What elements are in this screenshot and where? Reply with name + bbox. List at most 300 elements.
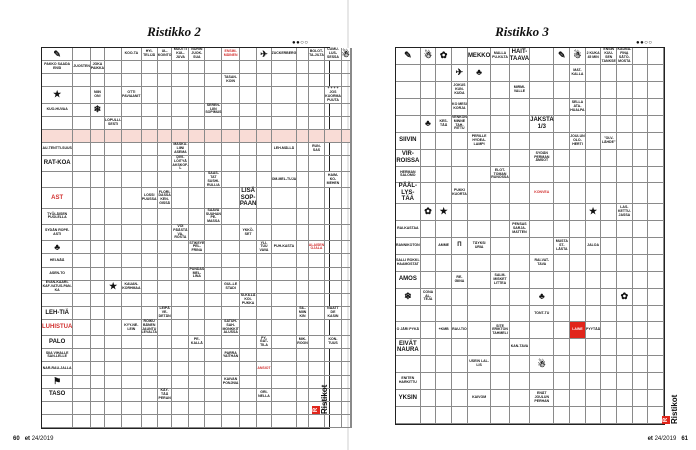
answer-cell[interactable] <box>325 117 342 130</box>
answer-cell[interactable] <box>257 87 271 103</box>
answer-cell[interactable] <box>421 272 437 289</box>
answer-cell[interactable] <box>530 373 554 390</box>
answer-cell[interactable] <box>105 61 122 74</box>
answer-cell[interactable] <box>91 336 105 349</box>
answer-cell[interactable] <box>633 407 649 424</box>
answer-cell[interactable] <box>122 349 141 362</box>
answer-cell[interactable] <box>510 204 530 221</box>
answer-cell[interactable] <box>436 221 452 238</box>
answer-cell[interactable] <box>91 117 105 130</box>
answer-cell[interactable] <box>205 336 222 349</box>
answer-cell[interactable] <box>452 373 468 390</box>
answer-cell[interactable] <box>601 116 617 133</box>
answer-cell[interactable] <box>158 156 173 172</box>
answer-cell[interactable] <box>309 74 325 87</box>
answer-cell[interactable] <box>122 172 141 188</box>
answer-cell[interactable] <box>73 254 91 267</box>
answer-cell[interactable] <box>240 48 258 61</box>
answer-cell[interactable] <box>396 99 421 116</box>
answer-cell[interactable] <box>73 362 91 375</box>
answer-cell[interactable] <box>222 61 239 74</box>
answer-cell[interactable] <box>452 221 468 238</box>
answer-cell[interactable] <box>468 272 491 289</box>
answer-cell[interactable] <box>205 156 222 172</box>
answer-cell[interactable] <box>158 254 173 267</box>
answer-cell[interactable] <box>297 281 309 294</box>
answer-cell[interactable] <box>189 402 205 415</box>
answer-cell[interactable] <box>617 238 633 255</box>
answer-cell[interactable] <box>73 376 91 389</box>
answer-cell[interactable] <box>73 104 91 117</box>
answer-cell[interactable] <box>158 87 173 103</box>
answer-cell[interactable] <box>105 172 122 188</box>
answer-cell[interactable] <box>122 389 141 402</box>
answer-cell[interactable] <box>172 362 189 375</box>
answer-cell[interactable] <box>586 272 602 289</box>
answer-cell[interactable] <box>91 209 105 225</box>
answer-cell[interactable] <box>617 322 633 339</box>
answer-cell[interactable] <box>189 349 205 362</box>
answer-cell[interactable] <box>601 407 617 424</box>
answer-cell[interactable] <box>570 373 586 390</box>
answer-cell[interactable] <box>42 415 73 428</box>
answer-cell[interactable] <box>530 339 554 356</box>
answer-cell[interactable] <box>554 289 570 306</box>
answer-cell[interactable] <box>205 349 222 362</box>
answer-cell[interactable] <box>205 143 222 156</box>
answer-cell[interactable] <box>633 373 649 390</box>
answer-cell[interactable] <box>42 402 73 415</box>
answer-cell[interactable] <box>570 238 586 255</box>
answer-cell[interactable] <box>468 322 491 339</box>
answer-cell[interactable] <box>601 204 617 221</box>
answer-cell[interactable] <box>586 390 602 407</box>
answer-cell[interactable] <box>122 254 141 267</box>
answer-cell[interactable] <box>491 65 510 82</box>
answer-cell[interactable] <box>91 188 105 209</box>
answer-cell[interactable] <box>530 48 554 65</box>
answer-cell[interactable] <box>172 281 189 294</box>
answer-cell[interactable] <box>172 294 189 307</box>
answer-cell[interactable] <box>222 268 239 281</box>
answer-cell[interactable] <box>491 255 510 272</box>
answer-cell[interactable] <box>586 407 602 424</box>
answer-cell[interactable] <box>142 415 158 428</box>
answer-cell[interactable] <box>648 204 664 221</box>
answer-cell[interactable] <box>421 373 437 390</box>
answer-cell[interactable] <box>105 349 122 362</box>
answer-cell[interactable] <box>648 221 664 238</box>
answer-cell[interactable] <box>530 221 554 238</box>
answer-cell[interactable] <box>122 294 141 307</box>
answer-cell[interactable] <box>91 74 105 87</box>
answer-cell[interactable] <box>205 254 222 267</box>
answer-cell[interactable] <box>436 306 452 323</box>
answer-cell[interactable] <box>272 320 298 336</box>
answer-cell[interactable] <box>297 48 309 61</box>
answer-cell[interactable] <box>436 167 452 184</box>
answer-cell[interactable] <box>648 116 664 133</box>
answer-cell[interactable] <box>73 87 91 103</box>
answer-cell[interactable] <box>436 272 452 289</box>
answer-cell[interactable] <box>222 336 239 349</box>
answer-cell[interactable] <box>142 117 158 130</box>
answer-cell[interactable] <box>586 356 602 373</box>
answer-cell[interactable] <box>396 407 421 424</box>
answer-cell[interactable] <box>142 209 158 225</box>
answer-cell[interactable] <box>436 82 452 99</box>
answer-cell[interactable] <box>554 339 570 356</box>
answer-cell[interactable] <box>240 172 258 188</box>
answer-cell[interactable] <box>189 362 205 375</box>
answer-cell[interactable] <box>297 209 309 225</box>
answer-cell[interactable] <box>222 241 239 254</box>
answer-cell[interactable] <box>105 415 122 428</box>
answer-cell[interactable] <box>452 289 468 306</box>
answer-cell[interactable] <box>257 320 271 336</box>
answer-cell[interactable] <box>325 104 342 117</box>
answer-cell[interactable] <box>73 241 91 254</box>
answer-cell[interactable] <box>617 116 633 133</box>
answer-cell[interactable] <box>105 156 122 172</box>
answer-cell[interactable] <box>272 402 298 415</box>
answer-cell[interactable] <box>554 150 570 167</box>
answer-cell[interactable] <box>309 349 325 362</box>
answer-cell[interactable] <box>491 82 510 99</box>
answer-cell[interactable] <box>257 156 271 172</box>
answer-cell[interactable] <box>240 143 258 156</box>
answer-cell[interactable] <box>633 390 649 407</box>
answer-cell[interactable] <box>240 281 258 294</box>
answer-cell[interactable] <box>172 241 189 254</box>
answer-cell[interactable] <box>421 390 437 407</box>
answer-cell[interactable] <box>436 183 452 204</box>
answer-cell[interactable] <box>601 373 617 390</box>
answer-cell[interactable] <box>617 167 633 184</box>
answer-cell[interactable] <box>601 82 617 99</box>
answer-cell[interactable] <box>297 254 309 267</box>
answer-cell[interactable] <box>122 241 141 254</box>
answer-cell[interactable] <box>586 221 602 238</box>
answer-cell[interactable] <box>240 362 258 375</box>
answer-cell[interactable] <box>240 117 258 130</box>
answer-cell[interactable] <box>325 362 342 375</box>
answer-cell[interactable] <box>189 376 205 389</box>
answer-cell[interactable] <box>633 183 649 204</box>
answer-cell[interactable] <box>633 289 649 306</box>
answer-cell[interactable] <box>510 272 530 289</box>
answer-cell[interactable] <box>570 289 586 306</box>
answer-cell[interactable] <box>91 402 105 415</box>
answer-cell[interactable] <box>633 272 649 289</box>
answer-cell[interactable] <box>601 289 617 306</box>
answer-cell[interactable] <box>240 268 258 281</box>
answer-cell[interactable] <box>240 349 258 362</box>
answer-cell[interactable] <box>272 376 298 389</box>
answer-cell[interactable] <box>142 294 158 307</box>
answer-cell[interactable] <box>530 65 554 82</box>
answer-cell[interactable] <box>257 254 271 267</box>
answer-cell[interactable] <box>648 48 664 65</box>
answer-cell[interactable] <box>122 143 141 156</box>
answer-cell[interactable] <box>122 225 141 241</box>
answer-cell[interactable] <box>73 143 91 156</box>
answer-cell[interactable] <box>189 188 205 209</box>
answer-cell[interactable] <box>297 61 309 74</box>
answer-cell[interactable] <box>491 306 510 323</box>
answer-cell[interactable] <box>240 61 258 74</box>
answer-cell[interactable] <box>633 255 649 272</box>
answer-cell[interactable] <box>554 133 570 150</box>
answer-cell[interactable] <box>617 82 633 99</box>
answer-cell[interactable] <box>510 255 530 272</box>
answer-cell[interactable] <box>222 188 239 209</box>
answer-cell[interactable] <box>142 172 158 188</box>
answer-cell[interactable] <box>272 307 298 320</box>
answer-cell[interactable] <box>257 402 271 415</box>
answer-cell[interactable] <box>122 188 141 209</box>
answer-cell[interactable] <box>91 415 105 428</box>
answer-cell[interactable] <box>189 254 205 267</box>
answer-cell[interactable] <box>554 221 570 238</box>
answer-cell[interactable] <box>491 289 510 306</box>
answer-cell[interactable] <box>240 307 258 320</box>
answer-cell[interactable] <box>617 407 633 424</box>
answer-cell[interactable] <box>617 306 633 323</box>
answer-cell[interactable] <box>468 183 491 204</box>
answer-cell[interactable] <box>158 281 173 294</box>
answer-cell[interactable] <box>468 306 491 323</box>
answer-cell[interactable] <box>570 306 586 323</box>
answer-cell[interactable] <box>240 241 258 254</box>
answer-cell[interactable] <box>240 320 258 336</box>
answer-cell[interactable] <box>142 87 158 103</box>
answer-cell[interactable] <box>189 172 205 188</box>
answer-cell[interactable] <box>601 183 617 204</box>
answer-cell[interactable] <box>309 336 325 349</box>
answer-cell[interactable] <box>240 104 258 117</box>
answer-cell[interactable] <box>222 209 239 225</box>
answer-cell[interactable] <box>205 74 222 87</box>
answer-cell[interactable] <box>452 167 468 184</box>
answer-cell[interactable] <box>633 133 649 150</box>
answer-cell[interactable] <box>309 254 325 267</box>
answer-cell[interactable] <box>436 373 452 390</box>
answer-cell[interactable] <box>510 322 530 339</box>
answer-cell[interactable] <box>554 306 570 323</box>
answer-cell[interactable] <box>491 204 510 221</box>
answer-cell[interactable] <box>257 307 271 320</box>
answer-cell[interactable] <box>396 82 421 99</box>
answer-cell[interactable] <box>272 61 298 74</box>
answer-cell[interactable] <box>272 104 298 117</box>
answer-cell[interactable] <box>452 133 468 150</box>
answer-cell[interactable] <box>142 268 158 281</box>
answer-cell[interactable] <box>272 117 298 130</box>
answer-cell[interactable] <box>586 255 602 272</box>
answer-cell[interactable] <box>491 373 510 390</box>
answer-cell[interactable] <box>205 225 222 241</box>
answer-cell[interactable] <box>91 241 105 254</box>
answer-cell[interactable] <box>309 320 325 336</box>
answer-cell[interactable] <box>105 188 122 209</box>
answer-cell[interactable] <box>617 99 633 116</box>
answer-cell[interactable] <box>172 209 189 225</box>
answer-cell[interactable] <box>158 117 173 130</box>
answer-cell[interactable] <box>205 117 222 130</box>
answer-cell[interactable] <box>325 415 342 428</box>
answer-cell[interactable] <box>158 143 173 156</box>
answer-cell[interactable] <box>452 356 468 373</box>
answer-cell[interactable] <box>648 133 664 150</box>
answer-cell[interactable] <box>297 156 309 172</box>
answer-cell[interactable] <box>222 362 239 375</box>
answer-cell[interactable] <box>142 402 158 415</box>
answer-cell[interactable] <box>222 402 239 415</box>
answer-cell[interactable] <box>601 238 617 255</box>
answer-cell[interactable] <box>122 376 141 389</box>
answer-cell[interactable] <box>105 143 122 156</box>
answer-cell[interactable] <box>396 306 421 323</box>
answer-cell[interactable] <box>648 322 664 339</box>
answer-cell[interactable] <box>530 167 554 184</box>
answer-cell[interactable] <box>586 289 602 306</box>
answer-cell[interactable] <box>105 362 122 375</box>
answer-cell[interactable] <box>633 150 649 167</box>
answer-cell[interactable] <box>530 322 554 339</box>
answer-cell[interactable] <box>73 74 91 87</box>
answer-cell[interactable] <box>240 74 258 87</box>
answer-cell[interactable] <box>554 82 570 99</box>
answer-cell[interactable] <box>91 307 105 320</box>
answer-cell[interactable] <box>122 402 141 415</box>
answer-cell[interactable] <box>105 389 122 402</box>
answer-cell[interactable] <box>122 156 141 172</box>
answer-cell[interactable] <box>142 336 158 349</box>
answer-cell[interactable] <box>158 349 173 362</box>
answer-cell[interactable] <box>105 294 122 307</box>
answer-cell[interactable] <box>468 82 491 99</box>
answer-cell[interactable] <box>530 238 554 255</box>
answer-cell[interactable] <box>491 356 510 373</box>
answer-cell[interactable] <box>309 188 325 209</box>
answer-cell[interactable] <box>142 156 158 172</box>
answer-cell[interactable] <box>257 268 271 281</box>
answer-cell[interactable] <box>491 150 510 167</box>
answer-cell[interactable] <box>105 402 122 415</box>
answer-cell[interactable] <box>257 117 271 130</box>
answer-cell[interactable] <box>421 339 437 356</box>
answer-cell[interactable] <box>586 116 602 133</box>
answer-cell[interactable] <box>142 225 158 241</box>
answer-cell[interactable] <box>570 221 586 238</box>
answer-cell[interactable] <box>309 268 325 281</box>
answer-cell[interactable] <box>222 87 239 103</box>
answer-cell[interactable] <box>257 376 271 389</box>
answer-cell[interactable] <box>222 389 239 402</box>
answer-cell[interactable] <box>122 117 141 130</box>
answer-cell[interactable] <box>586 133 602 150</box>
answer-cell[interactable] <box>257 209 271 225</box>
answer-cell[interactable] <box>297 402 309 415</box>
answer-cell[interactable] <box>257 281 271 294</box>
answer-cell[interactable] <box>648 306 664 323</box>
answer-cell[interactable] <box>452 390 468 407</box>
answer-cell[interactable] <box>309 307 325 320</box>
answer-cell[interactable] <box>396 356 421 373</box>
answer-cell[interactable] <box>172 336 189 349</box>
answer-cell[interactable] <box>648 356 664 373</box>
answer-cell[interactable] <box>570 272 586 289</box>
answer-cell[interactable] <box>272 254 298 267</box>
answer-cell[interactable] <box>73 156 91 172</box>
answer-cell[interactable] <box>601 99 617 116</box>
answer-cell[interactable] <box>73 209 91 225</box>
answer-cell[interactable] <box>105 87 122 103</box>
answer-cell[interactable] <box>421 407 437 424</box>
answer-cell[interactable] <box>491 116 510 133</box>
answer-cell[interactable] <box>189 117 205 130</box>
answer-cell[interactable] <box>272 156 298 172</box>
answer-cell[interactable] <box>222 294 239 307</box>
answer-cell[interactable] <box>510 183 530 204</box>
answer-cell[interactable] <box>122 336 141 349</box>
answer-cell[interactable] <box>510 306 530 323</box>
answer-cell[interactable] <box>570 356 586 373</box>
answer-cell[interactable] <box>530 407 554 424</box>
answer-cell[interactable] <box>91 281 105 294</box>
answer-cell[interactable] <box>222 156 239 172</box>
answer-cell[interactable] <box>105 254 122 267</box>
answer-cell[interactable] <box>42 74 73 87</box>
answer-cell[interactable] <box>172 74 189 87</box>
answer-cell[interactable] <box>205 281 222 294</box>
answer-cell[interactable] <box>510 356 530 373</box>
answer-cell[interactable] <box>142 376 158 389</box>
answer-cell[interactable] <box>205 87 222 103</box>
answer-cell[interactable] <box>421 306 437 323</box>
answer-cell[interactable] <box>91 225 105 241</box>
answer-cell[interactable] <box>73 294 91 307</box>
answer-cell[interactable] <box>272 389 298 402</box>
answer-cell[interactable] <box>570 116 586 133</box>
answer-cell[interactable] <box>205 48 222 61</box>
answer-cell[interactable] <box>570 167 586 184</box>
answer-cell[interactable] <box>158 336 173 349</box>
answer-cell[interactable] <box>325 156 342 172</box>
answer-cell[interactable] <box>452 255 468 272</box>
answer-cell[interactable] <box>510 373 530 390</box>
answer-cell[interactable] <box>510 133 530 150</box>
answer-cell[interactable] <box>172 320 189 336</box>
answer-cell[interactable] <box>530 272 554 289</box>
answer-cell[interactable] <box>436 356 452 373</box>
answer-cell[interactable] <box>122 209 141 225</box>
answer-cell[interactable] <box>601 150 617 167</box>
answer-cell[interactable] <box>105 74 122 87</box>
answer-cell[interactable] <box>325 349 342 362</box>
answer-cell[interactable] <box>205 320 222 336</box>
answer-cell[interactable] <box>452 407 468 424</box>
answer-cell[interactable] <box>396 65 421 82</box>
answer-cell[interactable] <box>601 306 617 323</box>
answer-cell[interactable] <box>172 61 189 74</box>
answer-cell[interactable] <box>91 349 105 362</box>
answer-cell[interactable] <box>205 268 222 281</box>
answer-cell[interactable] <box>510 167 530 184</box>
answer-cell[interactable] <box>158 241 173 254</box>
answer-cell[interactable] <box>172 268 189 281</box>
